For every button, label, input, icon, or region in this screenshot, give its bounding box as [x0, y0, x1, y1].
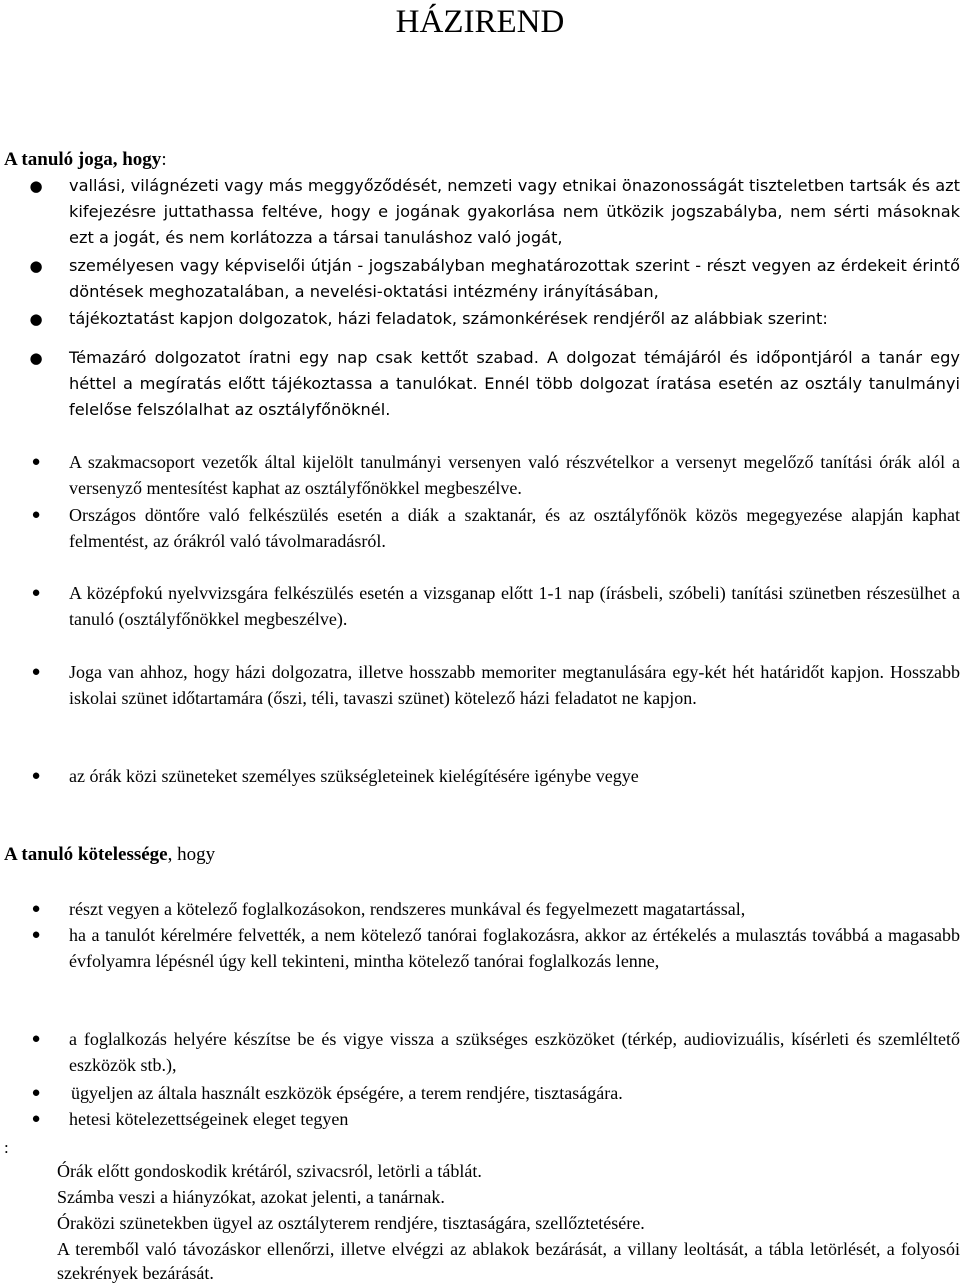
- duties-heading-bold: A tanuló kötelessége: [4, 844, 168, 865]
- bullet-icon: ●: [29, 349, 43, 367]
- weekly-duty-2: Számba veszi a hiányzókat, azokat jelenti, a tanárnak.: [57, 1187, 445, 1207]
- rights-item-3-text: tájékoztatást kapjon dolgozatok, házi feladatok, számonkérések rendjéről az alábbiak szerint:: [69, 309, 828, 328]
- duties-item-3-text: a foglalkozás helyére készítse be és vigye vissza a szükséges eszközöket (térkép, audiovizuális, kísérleti és szemléltető eszközök stb.),: [69, 1029, 960, 1075]
- colon-mark: :: [4, 1138, 9, 1157]
- bullet-icon: ●: [31, 901, 41, 917]
- rights-item-7-text: A középfokú nyelvvizsgára felkészülés esetén a vizsganap előtt 1-1 nap (írásbeli, szóbeli) tanítási szünetben részesülhet a tanuló (osztályfőnökkel megbeszélve).: [69, 583, 960, 629]
- bullet-icon: ●: [31, 585, 41, 601]
- duties-item-1-text: részt vegyen a kötelező foglalkozásokon, rendszeres munkával és fegyelmezett magatartással,: [69, 899, 746, 919]
- duties-item-1: [31, 896, 960, 922]
- rights-item-4-text: Témazáró dolgozatot íratni egy nap csak kettőt szabad. A dolgozat témájáról és időpontjáról a tanár egy héttel a megíratás előtt tájékoztassa a tanulókat. Ennél több dolgozat íratása esetén az osztály tanulmányi felelőse felszólalhat az osztályfőnöknél.: [69, 348, 960, 419]
- rights-item-1-text: vallási, világnézeti vagy más meggyőződését, nemzeti vagy etnikai önazonosságát tiszteletben tartsák és azt kifejezésre juttathassa feltéve, hogy e jogának gyakorlása nem ütközik jogszabályba, nem sérti másoknak ezt a jogát, és nem korlátozza a társai tanuláshoz való jogát,: [69, 176, 960, 247]
- weekly-duty-1: Órák előtt gondoskodik krétáról, szivacsról, letörli a táblát.: [57, 1161, 482, 1181]
- bullet-icon: ●: [31, 927, 41, 943]
- rights-item-8: [31, 659, 960, 711]
- duties-item-5: [31, 1106, 960, 1132]
- rights-heading-bold: A tanuló joga, hogy: [4, 149, 162, 170]
- bullet-icon: ●: [31, 507, 41, 523]
- rights-heading: [4, 147, 167, 173]
- duties-item-4-text: ügyeljen az általa használt eszközök épségére, a terem rendjére, tisztaságára.: [71, 1083, 623, 1103]
- rights-item-9-text: az órák közi szüneteket személyes szükségleteinek kielégítésére igénybe vegye: [69, 766, 639, 786]
- rights-item-8-text: Joga van ahhoz, hogy házi dolgozatra, illetve hosszabb memoriter megtanulására egy-két hét határidőt kapjon. Hosszabb iskolai szünet időtartamára (őszi, téli, tavaszi szünet) kötelező házi feladatot ne kapjon.: [69, 662, 960, 708]
- rights-item-6-text: Országos döntőre való felkészülés esetén a diák a szaktanár, és az osztályfőnök közös megegyezése alapján kaphat felmentést, az órákról való távolmaradásról.: [69, 505, 960, 551]
- rights-item-2-text: személyesen vagy képviselői útján - jogszabályban meghatározottak szerint - részt vegyen az érdekeit érintő döntések meghozatalában, a nevelési-oktatási intézmény irányításában,: [69, 256, 960, 301]
- duties-item-2: [31, 922, 960, 974]
- bullet-icon: ●: [29, 257, 43, 275]
- rights-item-6: [31, 502, 960, 554]
- weekly-duty-4: A teremből való távozáskor ellenőrzi, illetve elvégzi az ablakok bezárását, a villany leoltását, a tábla letörlését, a folyosói szekrények bezárását.: [57, 1239, 960, 1283]
- bullet-icon: ●: [31, 1085, 41, 1101]
- weekly-duty-3: Óraközi szünetekben ügyel az osztályterem rendjére, tisztaságára, szellőztetésére.: [57, 1213, 645, 1233]
- rights-item-3: [29, 306, 960, 332]
- bullet-icon: ●: [29, 310, 43, 328]
- rights-item-1: [29, 173, 960, 251]
- bullet-icon: ●: [31, 664, 41, 680]
- rights-item-5: [31, 449, 960, 501]
- bullet-icon: ●: [29, 177, 43, 195]
- rights-heading-suffix: :: [161, 149, 167, 170]
- page-title: HÁZIREND: [395, 4, 565, 40]
- bullet-icon: ●: [31, 1031, 41, 1047]
- rights-item-9: [31, 763, 960, 789]
- rights-item-5-text: A szakmacsoport vezetők által kijelölt tanulmányi versenyen való részvételkor a versenyt megelőző tanítási órák alól a versenyző mentesítést kaphat az osztályfőnökkel megbeszélve.: [69, 452, 960, 498]
- duties-heading-suffix: , hogy: [167, 844, 216, 865]
- rights-item-4: [29, 345, 960, 423]
- bullet-icon: ●: [31, 1111, 41, 1127]
- rights-item-7: [31, 580, 960, 632]
- rights-item-2: [29, 253, 960, 305]
- duties-item-4: [31, 1080, 960, 1106]
- bullet-icon: ●: [31, 768, 41, 784]
- duties-item-3: [31, 1026, 960, 1078]
- duties-heading: [4, 842, 215, 868]
- duties-item-2-text: ha a tanulót kérelmére felvették, a nem kötelező tanórai foglakozásra, akkor az értékelés a mulasztás továbbá a magasabb évfolyamra lépésnél úgy kell tekinteni, mintha kötelező tanórai foglalkozás lenne,: [69, 925, 960, 971]
- duties-item-5-text: hetesi kötelezettségeinek eleget tegyen: [69, 1109, 349, 1129]
- bullet-icon: ●: [31, 454, 41, 470]
